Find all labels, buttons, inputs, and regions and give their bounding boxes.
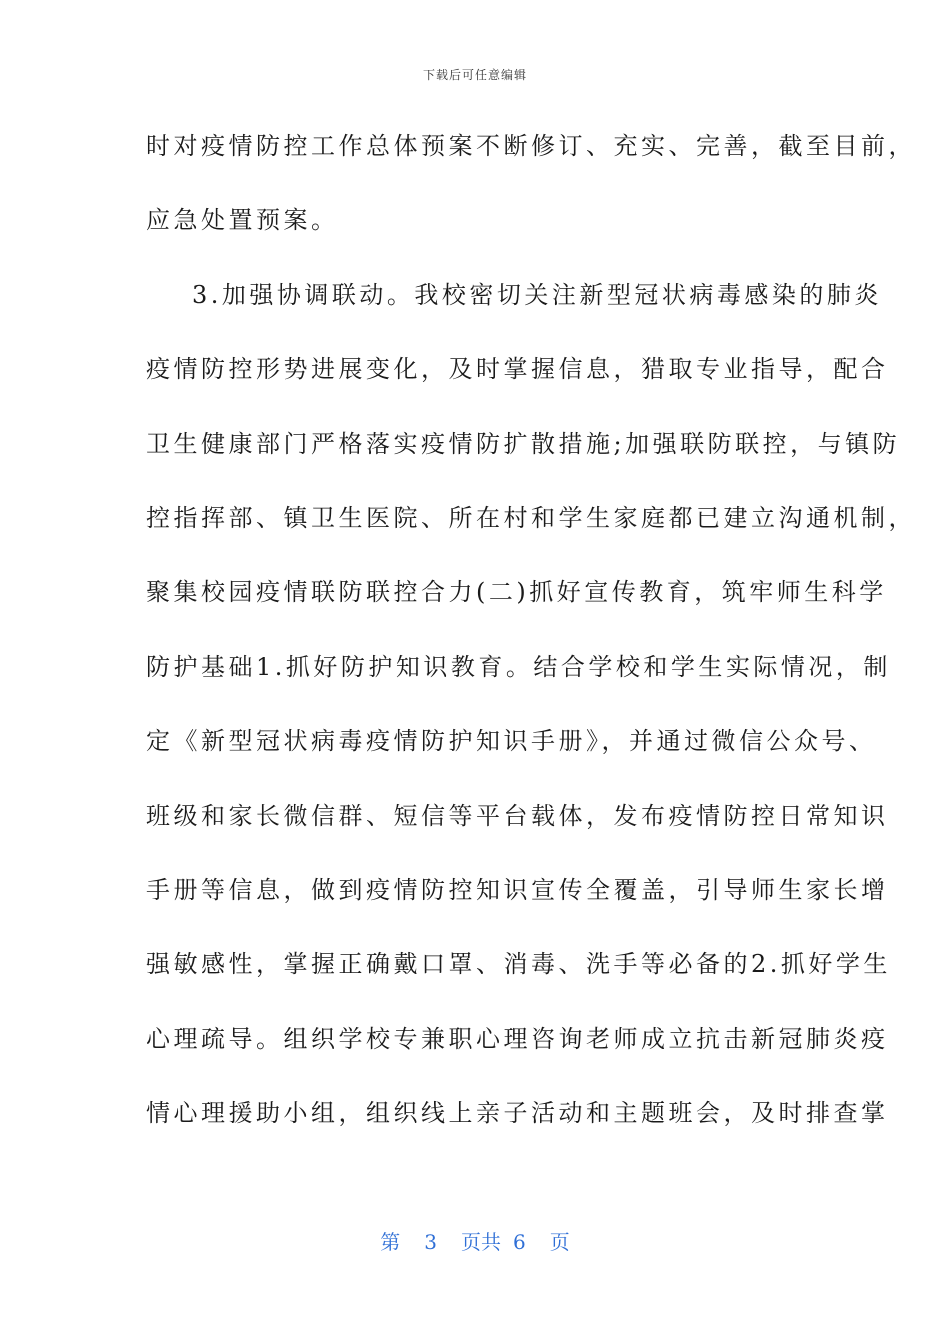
text-line: 手册等信息，做到疫情防控知识宣传全覆盖，引导师生家长增 [146,875,889,904]
text-line: 3.加强协调联动。我校密切关注新型冠状病毒感染的肺炎 [192,280,882,309]
footer-suffix: 页 [549,1230,570,1254]
page-footer [0,1226,950,1255]
text-line: 心理疏导。组织学校专兼职心理咨询老师成立抗击新冠肺炎疫 [146,1024,889,1053]
text-line: 班级和家长微信群、短信等平台载体，发布疫情防控日常知识 [146,801,889,830]
page-header: 下载后可任意编辑 [422,68,527,82]
text-line: 聚集校园疫情联防联控合力(二)抓好宣传教育，筑牢师生科学 [146,578,887,607]
text-line: 疫情防控形势进展变化，及时掌握信息，猎取专业指导，配合 [146,355,889,384]
text-line: 定《新型冠状病毒疫情防护知识手册》，并通过微信公众号、 [146,727,877,756]
total-pages-number: 6 [513,1230,526,1254]
footer-middle: 页共 [461,1230,501,1254]
text-line: 卫生健康部门严格落实疫情防扩散措施;加强联防联控，与镇防 [146,429,901,458]
text-line: 应急处置预案。 [146,206,339,235]
text-line: 控指挥部、镇卫生医院、所在村和学生家庭都已建立沟通机制， [146,503,916,532]
text-line: 时对疫情防控工作总体预案不断修订、充实、完善，截至目前， [146,132,916,160]
current-page-number: 3 [424,1230,437,1254]
text-line: 情心理援助小组，组织线上亲子活动和主题班会，及时排查掌 [146,1099,889,1128]
text-line: 强敏感性，掌握正确戴口罩、消毒、洗手等必备的2.抓好学生 [146,950,891,979]
text-line: 防护基础1.抓好防护知识教育。结合学校和学生实际情况，制 [146,652,891,681]
footer-prefix: 第 [380,1230,401,1254]
document-body [146,124,916,1165]
